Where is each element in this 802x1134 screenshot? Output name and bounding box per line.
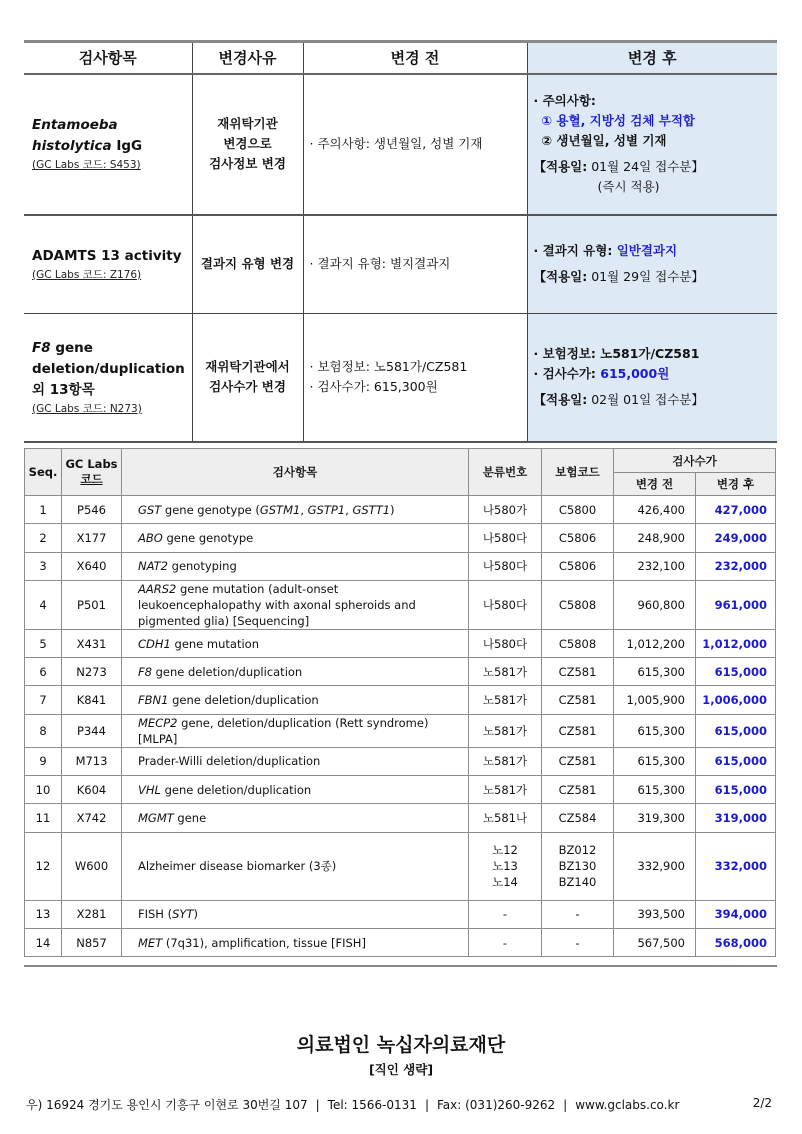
after-item: ② 생년월일, 성별 기재: [541, 133, 667, 148]
insurance-code-cell: [542, 928, 614, 956]
gc-code-cell: M713: [62, 747, 122, 775]
class-no-cell: [469, 496, 542, 524]
change-summary-table: [24, 40, 777, 443]
test-item-rest: gene deletion/duplication 외 13항목: [32, 339, 185, 398]
insurance-code-cell: [542, 747, 614, 775]
apply-label: 【적용일:: [533, 159, 588, 174]
seq-cell: 8: [25, 714, 62, 747]
item-text: ,: [300, 502, 308, 517]
header-change-reason: 변경사유: [192, 42, 303, 74]
insurance-code-cell-value: C5808: [558, 597, 597, 612]
seq-cell: 4: [25, 580, 62, 629]
page-number: 2/2: [752, 1096, 772, 1110]
test-item-cell: [122, 900, 469, 928]
table-row: [25, 776, 776, 804]
header-seq: Seq.: [25, 449, 62, 496]
before-line: · 결과지 유형: 별지결과지: [309, 256, 451, 272]
insurance-code-cell-value: C5806: [558, 530, 597, 545]
insurance-code-cell-value: CZ584: [558, 811, 597, 826]
item-text: ): [193, 907, 198, 922]
gene-name: NAT2: [138, 559, 168, 574]
seq-cell: 9: [25, 747, 62, 775]
gene-name: MECP2: [138, 715, 178, 730]
header-after: 변경 후: [527, 42, 777, 74]
fee-after-cell: 961,000: [696, 580, 776, 629]
footer-contact: [26, 1096, 679, 1113]
insurance-code-cell-value: CZ581: [558, 664, 597, 679]
gene-name: MET: [138, 935, 163, 950]
gc-code-cell: X177: [62, 524, 122, 552]
item-text: genotyping: [167, 559, 237, 574]
fee-before-cell: 615,300: [614, 747, 696, 775]
footer-tel: Tel: 1566-0131: [327, 1098, 417, 1112]
item-text: gene deletion/duplication: [160, 782, 312, 797]
class-no-cell-value: 노581나: [482, 811, 528, 826]
fee-before-cell: 426,400: [614, 496, 696, 524]
after-line: · 보험정보: 노581가/CZ581: [533, 346, 700, 362]
reason-line: 변경으로: [223, 136, 272, 151]
table-row: [25, 804, 776, 832]
header-fee: 검사수가: [614, 449, 776, 473]
class-no-cell: [469, 832, 542, 900]
class-no-cell-value: -: [502, 907, 508, 922]
insurance-code-cell: [542, 658, 614, 686]
class-no-cell: [469, 714, 542, 747]
insurance-code-cell: [542, 832, 614, 900]
class-no-cell-value: -: [502, 935, 508, 950]
after-label: · 결과지 유형:: [533, 243, 617, 259]
fee-after-cell: 615,000: [696, 776, 776, 804]
item-text: gene deletion/duplication: [168, 693, 319, 708]
gc-code-cell: X431: [62, 629, 122, 657]
fee-after-cell: 615,000: [696, 747, 776, 775]
header-gc-code: [62, 449, 122, 496]
class-no-cell: [469, 804, 542, 832]
fee-after-cell: 427,000: [696, 496, 776, 524]
before-cell: [303, 74, 527, 215]
test-item-cell: [122, 629, 469, 657]
test-item-title: [32, 338, 185, 401]
insurance-code-cell-value: BZ140: [558, 875, 597, 890]
item-text: gene: [173, 811, 207, 826]
test-item-title: [32, 115, 152, 157]
class-no-cell-value: 노581가: [482, 723, 528, 738]
class-no-cell-value: 노14: [492, 875, 518, 890]
header-gc-code-line1: GC Labs: [65, 457, 118, 471]
footer-separator: |: [315, 1098, 320, 1112]
after-label: · 주의사항:: [533, 93, 596, 108]
class-no-cell-value: 노13: [492, 859, 518, 874]
class-no-cell-value: 노12: [492, 843, 518, 858]
seq-cell: 13: [25, 900, 62, 928]
gc-labs-code: (GC Labs 코드: S453): [32, 159, 141, 171]
class-no-cell: [469, 524, 542, 552]
item-text: ,: [345, 502, 353, 517]
class-no-cell-value: 노581가: [482, 664, 528, 679]
gc-code-cell: K841: [62, 686, 122, 714]
seq-cell: 1: [25, 496, 62, 524]
table-row: [25, 524, 776, 552]
seq-cell: 11: [25, 804, 62, 832]
class-no-cell: [469, 928, 542, 956]
fee-before-cell: 248,900: [614, 524, 696, 552]
before-line: · 보험정보: 노581가/CZ581: [309, 359, 468, 375]
apply-date: [534, 390, 778, 410]
insurance-code-cell-value: C5806: [558, 559, 597, 574]
apply-note: (즉시 적용): [597, 179, 660, 194]
test-item-cell: [122, 832, 469, 900]
after-line: [534, 364, 778, 384]
insurance-code-cell-value: C5808: [558, 636, 597, 651]
fee-before-cell: 567,500: [614, 928, 696, 956]
insurance-code-cell: [542, 580, 614, 629]
fee-before-cell: 332,900: [614, 832, 696, 900]
seq-cell: 3: [25, 552, 62, 580]
seq-cell: 5: [25, 629, 62, 657]
gene-name: SYT: [172, 907, 194, 922]
item-text: gene mutation (adult-onset leukoencephalopathy with axonal spheroids and pigmented glia) [Sequencing]: [138, 581, 416, 628]
test-item-cell: [122, 658, 469, 686]
test-item-cell: [122, 580, 469, 629]
test-item-cell: [122, 747, 469, 775]
table-row: [25, 580, 776, 629]
after-cell: [527, 74, 777, 215]
gc-code-cell: K604: [62, 776, 122, 804]
apply-value: 01월 24일 접수분】: [587, 159, 704, 174]
fee-after-cell: 568,000: [696, 928, 776, 956]
item-text: gene mutation: [170, 636, 259, 651]
before-cell: [303, 314, 527, 442]
table-row: [25, 714, 776, 747]
test-item-cell: [122, 714, 469, 747]
class-no-cell: [469, 658, 542, 686]
test-item-cell: [24, 314, 192, 442]
test-item-italic: Entamoeba histolytica: [32, 117, 118, 154]
fee-detail-table: [24, 448, 776, 957]
gc-code-cell: X281: [62, 900, 122, 928]
gene-name: GSTP1: [307, 502, 346, 517]
insurance-code-cell-value: C5800: [558, 502, 597, 517]
reason-line: 결과지 유형 변경: [200, 256, 295, 272]
class-no-cell: [469, 629, 542, 657]
header-insurance-code: 보험코드: [542, 449, 614, 496]
insurance-code-cell-value: CZ581: [558, 693, 597, 708]
insurance-code-cell-value: -: [575, 907, 580, 922]
footer-fax: Fax: (031)260-9262: [437, 1098, 556, 1112]
class-no-cell: [469, 900, 542, 928]
before-line: · 주의사항: 생년월일, 성별 기재: [309, 136, 483, 151]
reason-line: 재위탁기관에서: [205, 359, 290, 375]
insurance-code-cell: [542, 900, 614, 928]
item-text: Prader-Willi deletion/duplication: [138, 754, 321, 769]
gene-name: VHL: [138, 782, 161, 797]
item-text: (7q31), amplification, tissue [FISH]: [162, 935, 366, 950]
fee-after-cell: 615,000: [696, 658, 776, 686]
item-text: gene genotype: [162, 530, 254, 545]
header-item: 검사항목: [122, 449, 469, 496]
class-no-cell-value: 나580가: [482, 502, 528, 517]
test-item-cell: [24, 74, 192, 215]
fee-after-cell: 332,000: [696, 832, 776, 900]
apply-value: 02월 01일 접수분】: [587, 392, 704, 408]
gc-code-cell: W600: [62, 832, 122, 900]
apply-date: [534, 157, 778, 177]
test-item-cell: [122, 804, 469, 832]
table-row: [25, 928, 776, 956]
table-row: [25, 658, 776, 686]
footer-website[interactable]: www.gclabs.co.kr: [575, 1098, 680, 1112]
fee-after-cell: 319,000: [696, 804, 776, 832]
test-item-cell: [122, 552, 469, 580]
insurance-code-cell-value: BZ130: [558, 859, 597, 874]
seq-cell: 2: [25, 524, 62, 552]
test-item-title: [32, 246, 192, 267]
header-test-item: 검사항목: [24, 42, 192, 74]
item-text: gene deletion/duplication: [151, 664, 303, 679]
test-item-cell: [122, 776, 469, 804]
gc-code-cell: P546: [62, 496, 122, 524]
apply-date: [534, 267, 778, 287]
seq-cell: 14: [25, 928, 62, 956]
seq-cell: 7: [25, 686, 62, 714]
insurance-code-cell-value: CZ581: [558, 782, 597, 797]
apply-label: 【적용일:: [533, 269, 588, 285]
class-no-cell: [469, 747, 542, 775]
table-row: [25, 747, 776, 775]
gene-name: GSTM1: [259, 502, 301, 517]
insurance-code-cell: [542, 776, 614, 804]
class-no-cell-value: 노581가: [482, 693, 528, 708]
gene-name: GST: [138, 502, 162, 517]
seq-cell: 12: [25, 832, 62, 900]
insurance-code-cell: [542, 524, 614, 552]
after-cell: [527, 215, 777, 314]
test-item-rest: ADAMTS 13 activity: [32, 247, 182, 264]
organization-name: 의료법인 녹십자의료재단: [296, 1034, 506, 1056]
gene-name: MGMT: [138, 811, 174, 826]
fee-before-cell: 1,012,200: [614, 629, 696, 657]
after-value: 615,000원: [600, 366, 670, 382]
item-text: gene, deletion/duplication (Rett syndrome) [MLPA]: [138, 715, 429, 746]
fee-before-cell: 232,100: [614, 552, 696, 580]
insurance-code-cell-value: BZ012: [558, 843, 597, 858]
gene-name: GSTT1: [352, 502, 391, 517]
reason-line: 검사수가 변경: [209, 379, 286, 395]
class-no-cell-value: 나580다: [482, 530, 528, 545]
before-cell: [303, 215, 527, 314]
test-item-cell: [122, 928, 469, 956]
test-item-rest: IgG: [111, 138, 143, 154]
insurance-code-cell: [542, 804, 614, 832]
item-text: ): [390, 502, 395, 517]
after-cell: [527, 314, 777, 442]
item-text: Alzheimer disease biomarker (3종): [138, 859, 337, 874]
after-line: [534, 241, 778, 261]
insurance-code-cell: [542, 496, 614, 524]
insurance-code-cell: [542, 714, 614, 747]
table-row: [25, 552, 776, 580]
test-item-italic: F8: [32, 339, 51, 356]
class-no-cell-value: 나580다: [482, 636, 528, 651]
after-label: · 검사수가:: [533, 366, 601, 382]
fee-after-cell: 1,006,000: [696, 686, 776, 714]
item-text: gene genotype (: [161, 502, 260, 517]
change-reason-cell: [192, 215, 303, 314]
apply-label: 【적용일:: [533, 392, 588, 408]
apply-value: 01월 29일 접수분】: [587, 269, 704, 285]
gene-name: F8: [138, 664, 152, 679]
gc-code-cell: N857: [62, 928, 122, 956]
footer-address: 우) 16924 경기도 용인시 기흥구 이현로 30번길 107: [26, 1098, 308, 1112]
class-no-cell: [469, 776, 542, 804]
fee-after-cell: 1,012,000: [696, 629, 776, 657]
table-row: [25, 832, 776, 900]
item-text: FISH (: [138, 907, 173, 922]
detail-body: [25, 496, 776, 957]
insurance-code-cell: [542, 629, 614, 657]
fee-after-cell: 615,000: [696, 714, 776, 747]
fee-before-cell: 319,300: [614, 804, 696, 832]
test-item-cell: [122, 524, 469, 552]
header-fee-after: 변경 후: [696, 473, 776, 496]
class-no-cell-value: 노581가: [482, 754, 528, 769]
gc-code-cell: P501: [62, 580, 122, 629]
seq-cell: 6: [25, 658, 62, 686]
class-no-cell: [469, 580, 542, 629]
before-line: · 검사수가: 615,300원: [309, 379, 438, 395]
class-no-cell: [469, 686, 542, 714]
fee-after-cell: 232,000: [696, 552, 776, 580]
section-divider: [24, 965, 777, 967]
table-row: [25, 900, 776, 928]
gc-labs-code: (GC Labs 코드: N273): [32, 402, 142, 415]
table-row: [25, 629, 776, 657]
gene-name: FBN1: [138, 693, 169, 708]
gc-code-cell: X742: [62, 804, 122, 832]
class-no-cell: [469, 552, 542, 580]
header-before: 변경 전: [303, 42, 527, 74]
after-value: 일반결과지: [616, 243, 678, 259]
after-item: ① 용혈, 지방성 검체 부적합: [541, 113, 695, 128]
fee-after-cell: 249,000: [696, 524, 776, 552]
header-gc-code-line2: 코드: [80, 472, 103, 486]
summary-row: [24, 215, 777, 314]
gene-name: AARS2: [138, 581, 177, 596]
summary-header-row: [24, 42, 777, 74]
fee-before-cell: 393,500: [614, 900, 696, 928]
table-row: [25, 686, 776, 714]
reason-line: 재위탁기관: [217, 116, 278, 131]
insurance-code-cell: [542, 686, 614, 714]
footer-separator: |: [563, 1098, 568, 1112]
fee-before-cell: 615,300: [614, 658, 696, 686]
change-reason-cell: [192, 74, 303, 215]
seal-omitted-note: [직인 생략]: [368, 1062, 434, 1077]
detail-header-row: [25, 449, 776, 473]
class-no-cell-value: 나580다: [482, 597, 528, 612]
test-item-cell: [122, 686, 469, 714]
gene-name: CDH1: [138, 636, 171, 651]
insurance-code-cell: [542, 552, 614, 580]
gc-code-cell: P344: [62, 714, 122, 747]
summary-row: [24, 74, 777, 215]
insurance-code-cell-value: CZ581: [558, 723, 597, 738]
fee-after-cell: 394,000: [696, 900, 776, 928]
class-no-cell-value: 나580다: [482, 559, 528, 574]
insurance-code-cell-value: CZ581: [558, 754, 597, 769]
fee-before-cell: 960,800: [614, 580, 696, 629]
seq-cell: 10: [25, 776, 62, 804]
header-class-no: 분류번호: [469, 449, 542, 496]
change-reason-cell: [192, 314, 303, 442]
test-item-cell: [24, 215, 192, 314]
gene-name: ABO: [138, 530, 163, 545]
header-fee-before: 변경 전: [614, 473, 696, 496]
gc-code-cell: N273: [62, 658, 122, 686]
table-row: [25, 496, 776, 524]
gc-labs-code: (GC Labs 코드: Z176): [32, 268, 142, 281]
class-no-cell-value: 노581가: [482, 782, 528, 797]
fee-before-cell: 615,300: [614, 776, 696, 804]
fee-before-cell: 1,005,900: [614, 686, 696, 714]
fee-before-cell: 615,300: [614, 714, 696, 747]
footer-separator: |: [424, 1098, 429, 1112]
gc-code-cell: X640: [62, 552, 122, 580]
summary-row: [24, 314, 777, 442]
insurance-code-cell-value: -: [575, 935, 580, 950]
reason-line: 검사정보 변경: [209, 156, 286, 171]
test-item-cell: [122, 496, 469, 524]
